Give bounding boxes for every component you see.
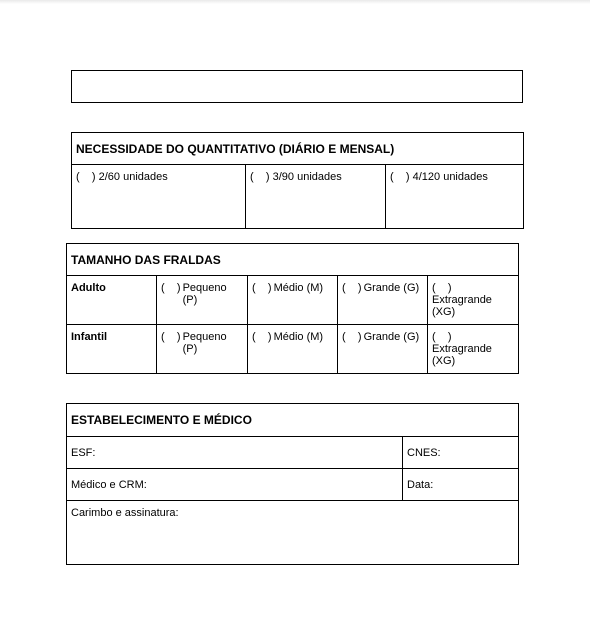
option-label: Extragrande (XG)	[432, 343, 492, 367]
option-label: Extragrande (XG)	[432, 294, 492, 318]
checkbox-paren: ( )	[252, 282, 272, 294]
quantity-option-3-90[interactable]	[246, 165, 386, 229]
checkbox-paren: ( )	[342, 282, 362, 294]
date-label: Data:	[407, 478, 434, 491]
checkbox-paren: ( )	[432, 282, 452, 294]
option-label: Médio (M)	[273, 331, 324, 343]
row-label-infantil	[67, 325, 157, 374]
esf-label: ESF:	[71, 446, 96, 459]
checkbox-paren: ( )	[432, 331, 452, 343]
signature-field[interactable]	[67, 501, 519, 565]
adulto-option-extragrande[interactable]	[428, 276, 519, 325]
infantil-option-medio[interactable]	[248, 325, 338, 374]
quantity-table	[71, 132, 524, 229]
cnes-label: CNES:	[407, 446, 441, 459]
infantil-option-pequeno[interactable]	[157, 325, 248, 374]
quantity-title: NECESSIDADE DO QUANTITATIVO (DIÁRIO E MENSAL)	[72, 133, 524, 165]
doctor-crm-label: Médico e CRM:	[71, 478, 147, 491]
row-label-text: Adulto	[71, 282, 106, 294]
diaper-size-title: TAMANHO DAS FRALDAS	[67, 244, 519, 276]
cnes-field[interactable]	[403, 437, 519, 469]
infantil-option-grande[interactable]	[338, 325, 428, 374]
checkbox-paren: ( )	[252, 331, 272, 343]
establishment-table	[66, 403, 519, 565]
option-label: 2/60 unidades	[95, 171, 168, 183]
checkbox-paren: ( )	[161, 331, 181, 343]
empty-header-box	[71, 70, 523, 103]
esf-field[interactable]	[67, 437, 403, 469]
date-field[interactable]	[403, 469, 519, 501]
checkbox-paren: ( )	[250, 171, 270, 183]
option-label: Pequeno (P)	[182, 331, 227, 355]
infantil-option-extragrande[interactable]	[428, 325, 519, 374]
checkbox-paren: ( )	[76, 171, 96, 183]
doctor-crm-field[interactable]	[67, 469, 403, 501]
checkbox-paren: ( )	[390, 171, 410, 183]
option-label: Médio (M)	[273, 282, 324, 294]
adulto-option-medio[interactable]	[248, 276, 338, 325]
option-label: Grande (G)	[363, 282, 420, 294]
option-label: Grande (G)	[363, 331, 420, 343]
checkbox-paren: ( )	[342, 331, 362, 343]
page-top-edge	[0, 0, 590, 4]
option-label: 3/90 unidades	[269, 171, 342, 183]
quantity-option-2-60[interactable]	[72, 165, 246, 229]
option-label: 4/120 unidades	[409, 171, 488, 183]
option-label: Pequeno (P)	[182, 282, 227, 306]
adulto-option-grande[interactable]	[338, 276, 428, 325]
checkbox-paren: ( )	[161, 282, 181, 294]
diaper-size-table	[66, 243, 519, 374]
row-label-adulto	[67, 276, 157, 325]
establishment-title: ESTABELECIMENTO E MÉDICO	[67, 404, 519, 437]
quantity-option-4-120[interactable]	[386, 165, 524, 229]
adulto-option-pequeno[interactable]	[157, 276, 248, 325]
signature-label: Carimbo e assinatura:	[71, 507, 179, 519]
row-label-text: Infantil	[71, 331, 108, 343]
